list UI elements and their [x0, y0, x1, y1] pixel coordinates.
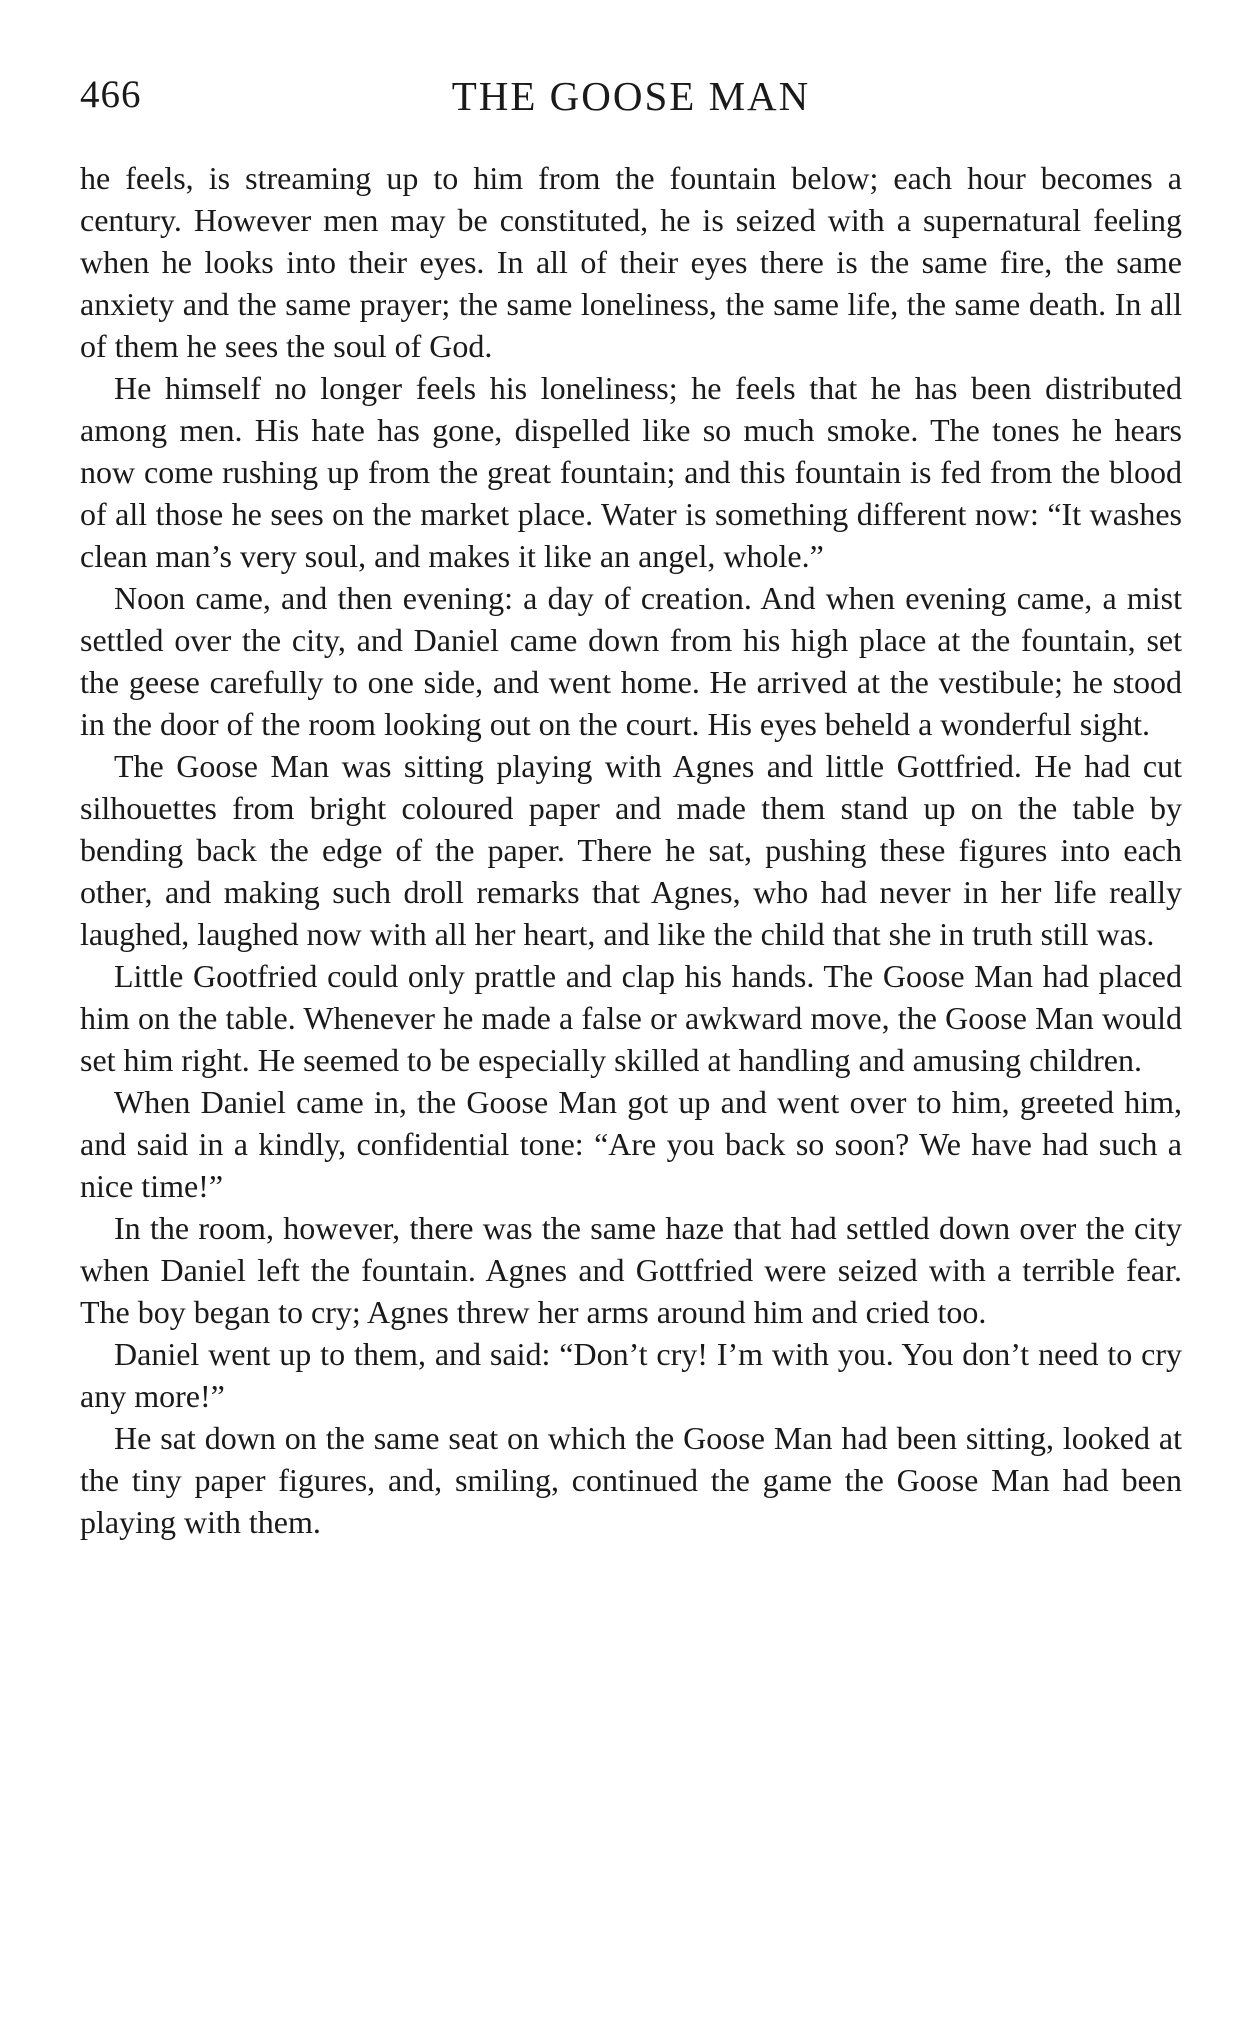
paragraph: When Daniel came in, the Goose Man got up and went over to him, greeted him, and said in a kindly, confidential tone: “Are you back so soon? We have had such a nice time!” — [80, 1084, 1182, 1204]
paragraph: He sat down on the same seat on which the Goose Man had been sitting, looked at the tiny paper figures, and, smiling, continued the game the Goose Man had been playing with them. — [80, 1420, 1182, 1540]
paragraph: Noon came, and then evening: a day of creation. And when evening came, a mist settled over the city, and Daniel came down from his high place at the fountain, set the geese carefully to one side, and went home. He arrived at the vestibule; he stood in the door of the room looking out on the court. His eyes beheld a wonderful sight. — [80, 580, 1182, 742]
paragraph: The Goose Man was sitting playing with Agnes and little Gottfried. He had cut silhouettes from bright coloured paper and made them stand up on the table by bending back the edge of the paper. There he sat, pushing these figures into each other, and making such droll remarks that Agnes, who had never in her life really laughed, laughed now with all her heart, and like the child that she in truth still was. — [80, 748, 1182, 952]
paragraph: Daniel went up to them, and said: “Don’t cry! I’m with you. You don’t need to cry any more!” — [80, 1336, 1182, 1414]
paragraph-continued: he feels, is streaming up to him from the fountain below; each hour becomes a century. However men may be constituted, he is seized with a supernatural feeling when he looks into their eyes. In all of their eyes there is the same fire, the same anxiety and the same prayer; the same loneliness, the same life, the same death. In all of them he sees the soul of God. — [80, 160, 1182, 364]
paragraph: Little Gootfried could only prattle and clap his hands. The Goose Man had placed him on the table. Whenever he made a false or awkward move, the Goose Man would set him right. He seemed to be especially skilled at handling and amusing children. — [80, 958, 1182, 1078]
running-title: THE GOOSE MAN — [451, 73, 811, 119]
paragraph: He himself no longer feels his loneliness; he feels that he has been distributed among men. His hate has gone, dispelled like so much smoke. The tones he hears now come rushing up from the great fountain; and this fountain is fed from the blood of all those he sees on the market place. Water is something different now: “It washes clean man’s very soul, and makes it like an angel, whole.” — [80, 370, 1182, 574]
paragraph: In the room, however, there was the same haze that had settled down over the city when Daniel left the fountain. Agnes and Gottfried were seized with a terrible fear. The boy began to cry; Agnes threw her arms around him and cried too. — [80, 1210, 1182, 1330]
running-head — [80, 72, 1182, 132]
page-number: 466 — [80, 73, 142, 116]
text-body — [80, 157, 1182, 1543]
